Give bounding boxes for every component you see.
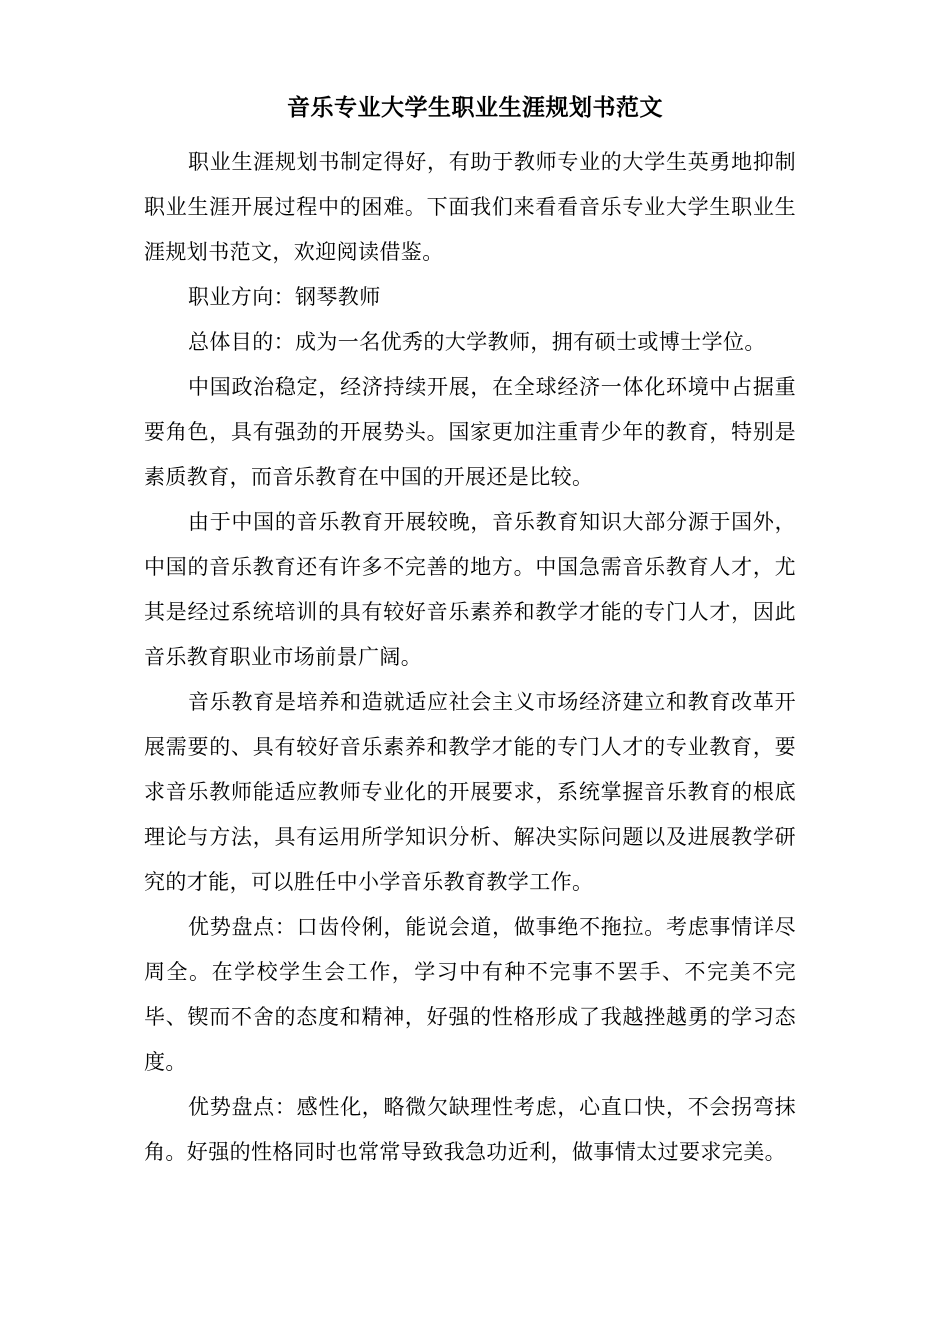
paragraph-environment: 中国政治稳定，经济持续开展，在全球经济一体化环境中占据重要角色，具有强劲的开展势头。国家更加注重青少年的教育，特别是素质教育，而音乐教育在中国的开展还是比较。 — [144, 375, 796, 489]
paragraph-intro: 职业生涯规划书制定得好，有助于教师专业的大学生英勇地抑制职业生涯开展过程中的困难。下面我们来看看音乐专业大学生职业生涯规划书范文，欢迎阅读借鉴。 — [144, 150, 796, 264]
paragraph-music-education: 音乐教育是培养和造就适应社会主义市场经济建立和教育改革开展需要的、具有较好音乐素养和教学才能的专门人才的专业教育，要求音乐教师能适应教师专业化的开展要求，系统掌握音乐教育的根底理论与方法，具有运用所学知识分析、解决实际问题以及进展教学研究的才能，可以胜任中小学音乐教育教学工作。 — [144, 690, 796, 894]
document-body — [144, 140, 796, 1175]
paragraph-market: 由于中国的音乐教育开展较晚，音乐教育知识大部分源于国外，中国的音乐教育还有许多不完善的地方。中国急需音乐教育人才，尤其是经过系统培训的具有较好音乐素养和教学才能的专门人才，因此音乐教育职业市场前景广阔。 — [144, 510, 796, 669]
document-title: 音乐专业大学生职业生涯规划书范文 — [287, 94, 663, 121]
paragraph-strengths: 优势盘点：口齿伶俐，能说会道，做事绝不拖拉。考虑事情详尽周全。在学校学生会工作，学习中有种不完事不罢手、不完美不完毕、锲而不舍的态度和精神，好强的性格形成了我越挫越勇的学习态度。 — [144, 915, 796, 1074]
paragraph-career-direction: 职业方向：钢琴教师 — [188, 285, 381, 309]
paragraph-overall-goal: 总体目的：成为一名优秀的大学教师，拥有硕士或博士学位。 — [188, 330, 766, 354]
paragraph-weaknesses: 优势盘点：感性化，略微欠缺理性考虑，心直口快，不会拐弯抹角。好强的性格同时也常常导致我急功近利，做事情太过要求完美。 — [144, 1095, 796, 1164]
